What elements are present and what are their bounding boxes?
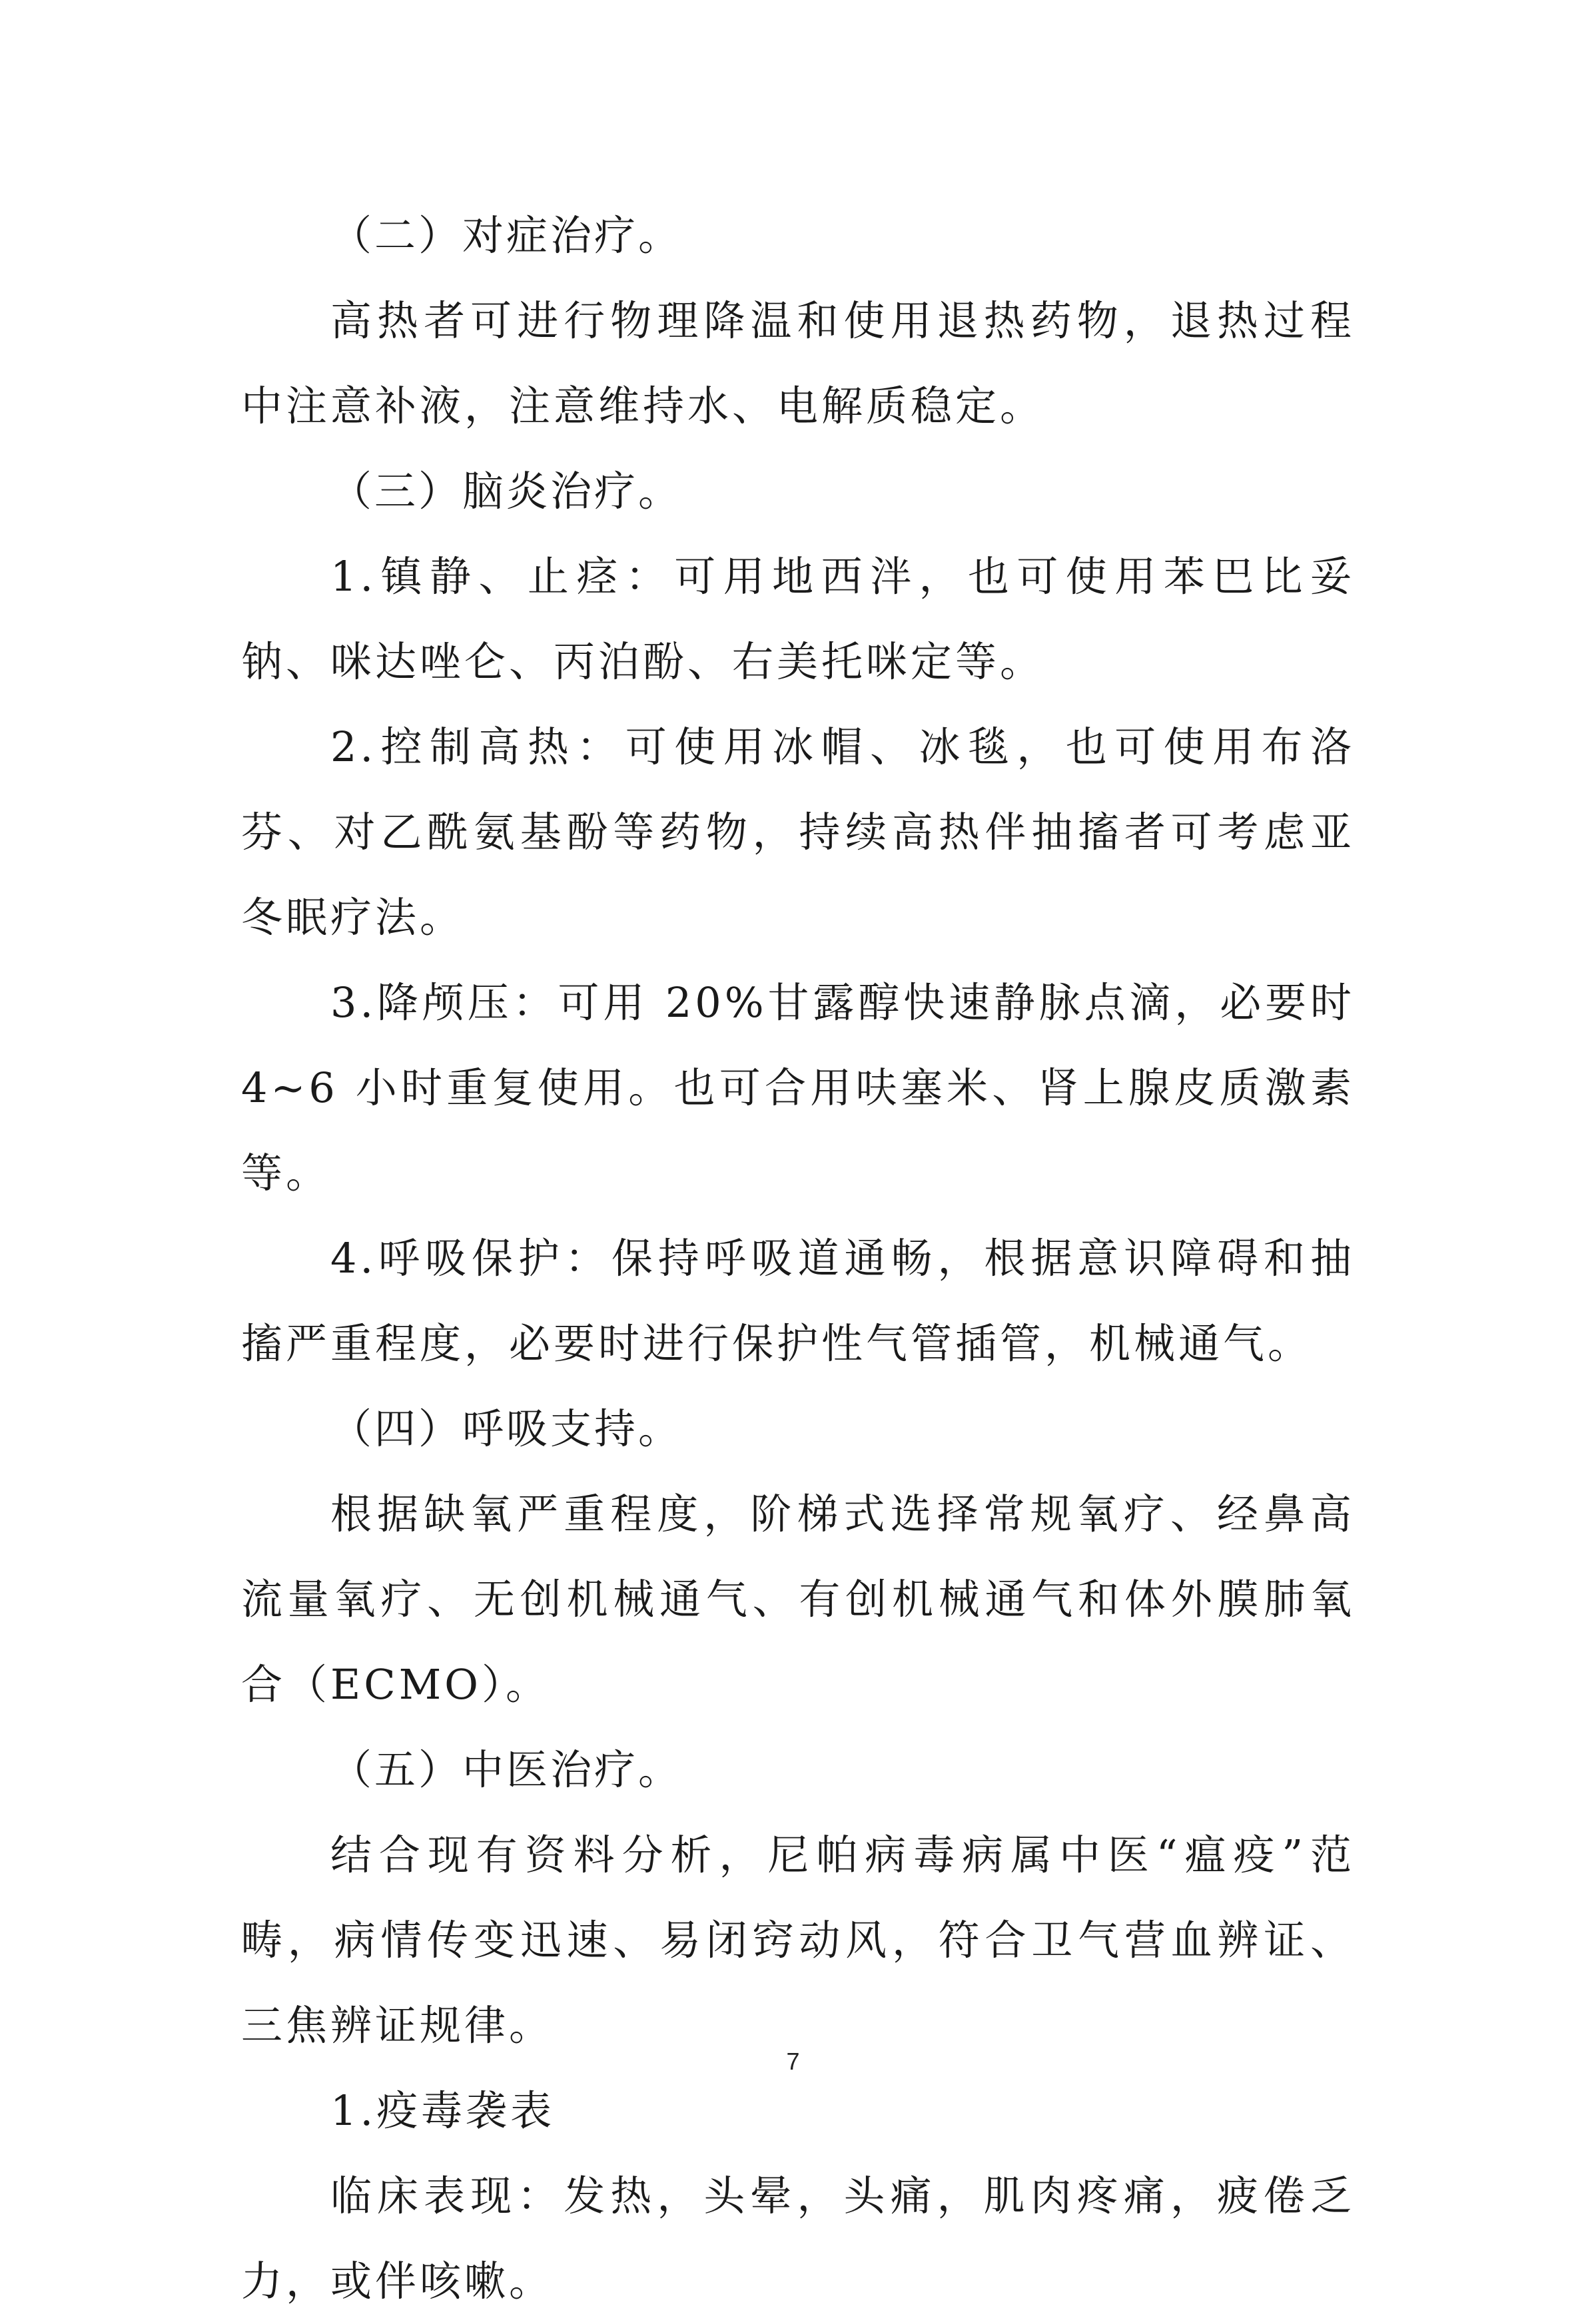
paragraph-fever-management: 高热者可进行物理降温和使用退热药物，退热过程中注意补液，注意维持水、电解质稳定。 <box>241 296 1355 430</box>
section-heading-respiratory-support: （四）呼吸支持。 <box>330 1404 683 1453</box>
page-number: 7 <box>786 2048 800 2075</box>
paragraph-clinical-manifestations: 临床表现：发热，头晕，头痛，肌肉疼痛，疲倦乏力，或伴咳嗽。 <box>241 2172 1355 2305</box>
subheading-epidemic-toxin: 1.疫毒袭表 <box>330 2086 556 2135</box>
paragraph-oxygen-therapy: 根据缺氧严重程度，阶梯式选择常规氧疗、经鼻高流量氧疗、无创机械通气、有创机械通气和体外膜肺氧合（ECMO）。 <box>241 1490 1355 1709</box>
section-heading-tcm-treatment: （五）中医治疗。 <box>330 1745 683 1794</box>
paragraph-fever-control: 2.控制高热：可使用冰帽、冰毯，也可使用布洛芬、对乙酰氨基酚等药物，持续高热伴抽搐者可考虑亚冬眠疗法。 <box>241 723 1355 942</box>
paragraph-intracranial-pressure: 3.降颅压：可用 20%甘露醇快速静脉点滴，必要时 4~6 小时重复使用。也可合用呋塞米、肾上腺皮质激素等。 <box>241 978 1355 1197</box>
paragraph-tcm-analysis: 结合现有资料分析，尼帕病毒病属中医“瘟疫”范畴，病情传变迅速、易闭窍动风，符合卫气营血辨证、三焦辨证规律。 <box>241 1831 1355 2050</box>
paragraph-sedation: 1.镇静、止痉：可用地西泮，也可使用苯巴比妥钠、咪达唑仑、丙泊酚、右美托咪定等。 <box>241 552 1355 686</box>
section-heading-encephalitis-treatment: （三）脑炎治疗。 <box>330 467 683 515</box>
section-heading-symptomatic-treatment: （二）对症治疗。 <box>330 211 683 260</box>
paragraph-respiratory-protection: 4.呼吸保护：保持呼吸道通畅，根据意识障碍和抽搐严重程度，必要时进行保护性气管插管，机械通气。 <box>241 1234 1355 1368</box>
document-body <box>241 193 1355 2324</box>
